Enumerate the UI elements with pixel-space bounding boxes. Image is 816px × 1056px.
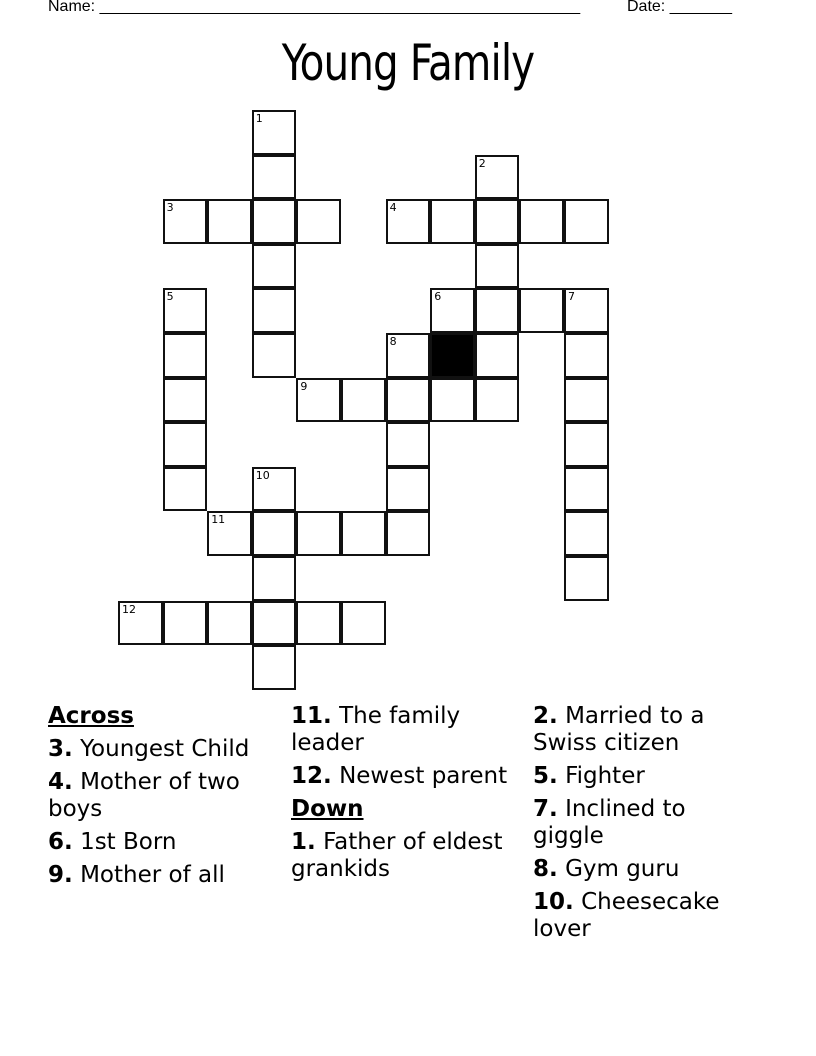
page-title: Young Family xyxy=(281,34,535,92)
clue-down-7: 7. Inclined to giggle xyxy=(533,796,686,849)
grid-cell[interactable] xyxy=(519,288,564,333)
clue-down-10: 10. Cheesecake lover xyxy=(533,889,720,942)
grid-cell[interactable] xyxy=(163,378,208,423)
grid-cell[interactable] xyxy=(207,199,252,244)
clue-number: 3 xyxy=(166,201,174,215)
grid-cell[interactable] xyxy=(564,378,609,423)
grid-cell[interactable] xyxy=(163,422,208,467)
clue-across-6: 6. 1st Born xyxy=(48,829,177,855)
grid-cell[interactable] xyxy=(475,155,520,200)
clue-number: 11 xyxy=(211,513,226,527)
clue-number: 2 xyxy=(478,156,486,170)
grid-cell[interactable] xyxy=(564,422,609,467)
grid-cell[interactable] xyxy=(252,511,297,556)
grid-cell[interactable] xyxy=(252,244,297,289)
grid-cell[interactable] xyxy=(341,601,386,646)
grid-cell[interactable] xyxy=(564,288,609,333)
grid-cell[interactable] xyxy=(386,199,431,244)
clue-down-2: 2. Married to a Swiss citizen xyxy=(533,703,705,756)
grid-cell[interactable] xyxy=(564,333,609,378)
grid-cell[interactable] xyxy=(252,556,297,601)
clue-number: 5 xyxy=(166,290,174,304)
grid-cell[interactable] xyxy=(207,511,252,556)
clue-across-4: 4. Mother of two boys xyxy=(48,769,240,822)
clue-across-3: 3. Youngest Child xyxy=(48,736,250,762)
clue-number: 7 xyxy=(568,290,575,304)
grid-cell[interactable] xyxy=(163,601,208,646)
grid-cell[interactable] xyxy=(564,556,609,601)
grid-cell[interactable] xyxy=(386,422,431,467)
clue-number: 9 xyxy=(300,379,308,393)
grid-cell[interactable] xyxy=(386,378,431,423)
clue-down-1: 1. Father of eldest grankids xyxy=(291,829,503,882)
grid-cell[interactable] xyxy=(475,199,520,244)
clues-column-1 xyxy=(48,703,278,895)
grid-cell[interactable] xyxy=(430,199,475,244)
grid-cell[interactable] xyxy=(386,333,431,378)
grid-cell[interactable] xyxy=(475,288,520,333)
grid-cell[interactable] xyxy=(475,378,520,423)
grid-cell[interactable] xyxy=(386,467,431,512)
grid-cell[interactable] xyxy=(475,244,520,289)
clue-down-5: 5. Fighter xyxy=(533,763,645,789)
grid-cell[interactable] xyxy=(519,199,564,244)
grid-cell[interactable] xyxy=(163,199,208,244)
grid-cell[interactable] xyxy=(386,511,431,556)
clue-across-11: 11. The family leader xyxy=(291,703,461,756)
grid-cell[interactable] xyxy=(341,511,386,556)
grid-cell[interactable] xyxy=(296,511,341,556)
clue-down-8: 8. Gym guru xyxy=(533,856,680,882)
grid-cell[interactable] xyxy=(296,601,341,646)
clue-number: 12 xyxy=(122,602,136,616)
grid-cell[interactable] xyxy=(163,333,208,378)
across-heading: Across xyxy=(48,703,134,729)
clue-across-9: 9. Mother of all xyxy=(48,862,225,888)
name-field-label: Name: ______________________________________________________ xyxy=(48,0,581,15)
grid-cell[interactable] xyxy=(118,601,163,646)
clues-column-3 xyxy=(533,703,763,949)
grid-cell[interactable] xyxy=(252,333,297,378)
clues-column-2 xyxy=(291,703,521,889)
grid-cell[interactable] xyxy=(207,601,252,646)
grid-cell[interactable] xyxy=(564,199,609,244)
grid-cell[interactable] xyxy=(252,155,297,200)
date-field-label: Date: _______ xyxy=(627,0,732,15)
clue-across-12: 12. Newest parent xyxy=(291,763,508,789)
grid-cell[interactable] xyxy=(252,645,297,690)
grid-cell[interactable] xyxy=(252,601,297,646)
grid-cell[interactable] xyxy=(475,333,520,378)
grid-cell[interactable] xyxy=(252,199,297,244)
grid-cell[interactable] xyxy=(430,378,475,423)
clue-number: 1 xyxy=(255,112,263,125)
grid-cell[interactable] xyxy=(296,378,341,423)
grid-cell[interactable] xyxy=(564,511,609,556)
grid-cell[interactable] xyxy=(163,288,208,333)
clue-number: 6 xyxy=(434,290,442,304)
clue-number: 4 xyxy=(389,201,397,215)
grid-cell[interactable] xyxy=(252,110,297,155)
black-cell xyxy=(430,333,475,378)
grid-cell[interactable] xyxy=(252,467,297,512)
grid-cell[interactable] xyxy=(163,467,208,512)
grid-cell[interactable] xyxy=(341,378,386,423)
grid-cell[interactable] xyxy=(430,288,475,333)
grid-cell[interactable] xyxy=(252,288,297,333)
clue-number: 8 xyxy=(389,335,397,348)
down-heading: Down xyxy=(291,796,364,822)
grid-cell[interactable] xyxy=(296,199,341,244)
clue-number: 10 xyxy=(255,468,270,482)
grid-cell[interactable] xyxy=(564,467,609,512)
